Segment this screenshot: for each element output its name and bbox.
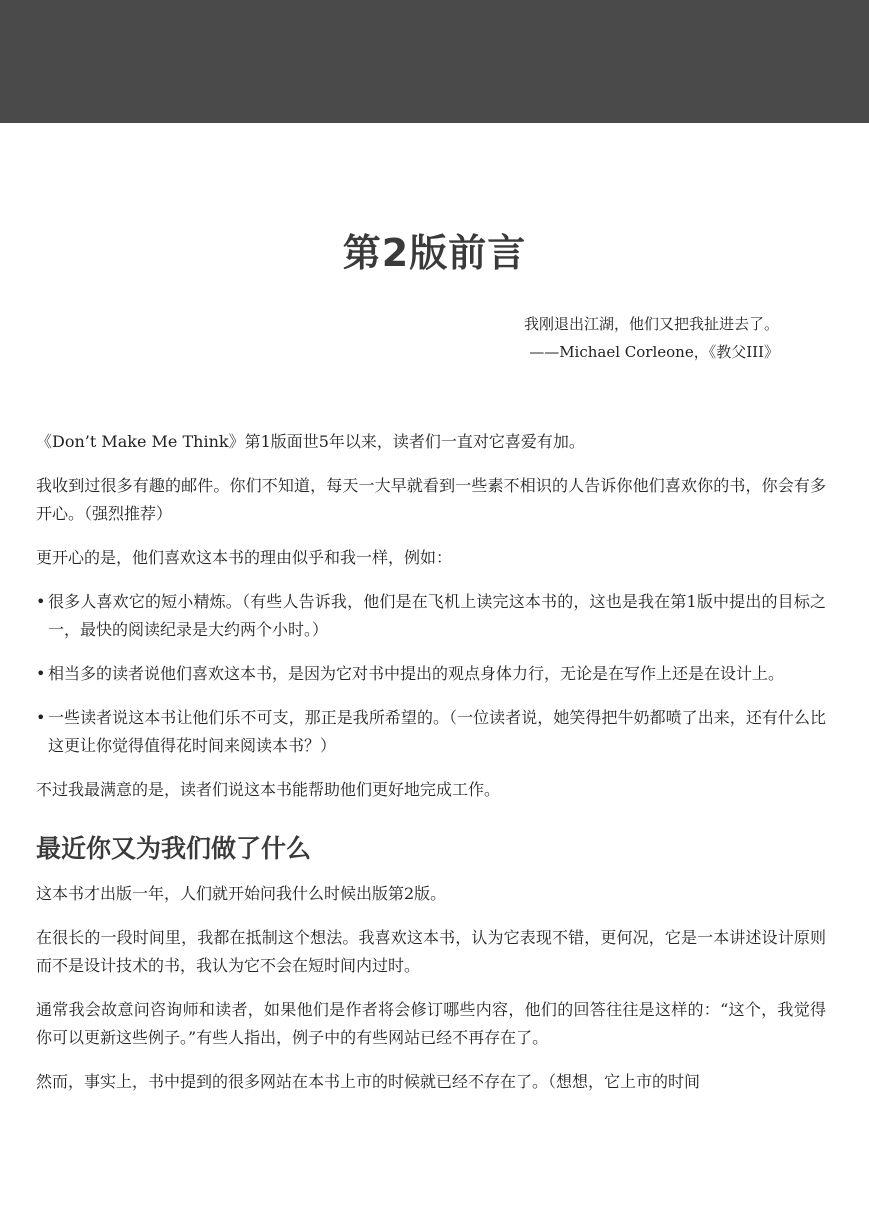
epigraph-attribution: ——Michael Corleone，《教父III》 bbox=[529, 343, 779, 361]
paragraph: 更开心的是，他们喜欢这本书的理由似乎和我一样，例如： bbox=[36, 548, 453, 567]
epigraph-quote: 我刚退出江湖，他们又把我扯进去了。 bbox=[523, 315, 779, 333]
list-item bbox=[36, 660, 826, 688]
list-item-text: 一些读者说这本书让他们乐不可支，那正是我所希望的。（一位读者说，她笑得把牛奶都喷了出来，还有什么比这更让你觉得值得花时间来阅读本书？） bbox=[48, 708, 826, 755]
bullet-icon: • bbox=[36, 664, 46, 683]
paragraph: 《Don’t Make Me Think》第1版面世5年以来，读者们一直对它喜爱有加。 bbox=[36, 432, 585, 451]
paragraph: 不过我最满意的是，读者们说这本书能帮助他们更好地完成工作。 bbox=[36, 780, 501, 799]
list-item-text: 相当多的读者说他们喜欢这本书，是因为它对书中提出的观点身体力行，无论是在写作上还是在设计上。 bbox=[48, 664, 785, 683]
paragraph: 然而，事实上，书中提到的很多网站在本书上市的时候就已经不存在了。（想想，它上市的时间 bbox=[36, 1072, 701, 1091]
bullet-list bbox=[36, 588, 826, 760]
section-heading: 最近你又为我们做了什么 bbox=[36, 834, 312, 863]
bullet-icon: • bbox=[36, 708, 46, 727]
paragraph: 这本书才出版一年，人们就开始问我什么时候出版第2版。 bbox=[36, 884, 447, 903]
list-item bbox=[36, 704, 826, 760]
epigraph bbox=[359, 310, 779, 366]
paragraph: 在很长的一段时间里，我都在抵制这个想法。我喜欢这本书，认为它表现不错，更何况，它是一本讲述设计原则而不是设计技术的书，我认为它不会在短时间内过时。 bbox=[36, 928, 826, 975]
chapter-title: 第2版前言 bbox=[342, 231, 527, 275]
list-item bbox=[36, 588, 826, 644]
list-item-text: 很多人喜欢它的短小精炼。（有些人告诉我，他们是在飞机上读完这本书的，这也是我在第1版中提出的目标之一，最快的阅读纪录是大约两个小时。） bbox=[48, 592, 826, 639]
paragraph: 我收到过很多有趣的邮件。你们不知道，每天一大早就看到一些素不相识的人告诉你他们喜欢你的书，你会有多开心。（强烈推荐） bbox=[36, 476, 826, 523]
body-text bbox=[36, 428, 826, 1112]
paragraph: 通常我会故意问咨询师和读者，如果他们是作者将会修订哪些内容，他们的回答往往是这样的：“这个，我觉得你可以更新这些例子。”有些人指出，例子中的有些网站已经不再存在了。 bbox=[36, 1000, 826, 1047]
top-header-band bbox=[0, 0, 869, 123]
bullet-icon: • bbox=[36, 592, 46, 611]
